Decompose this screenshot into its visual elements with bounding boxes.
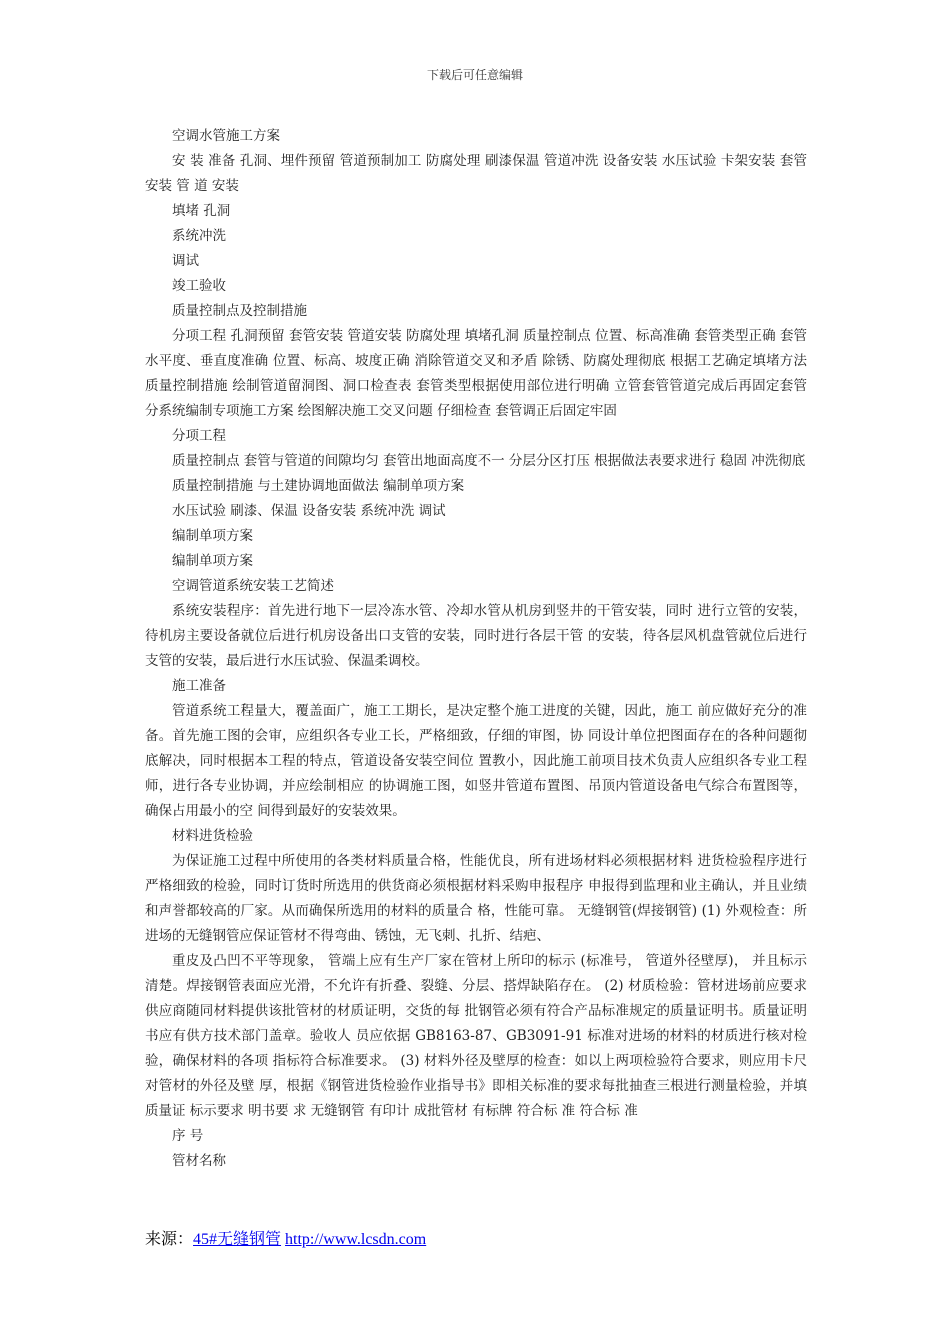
page-header: 下载后可任意编辑 [426, 68, 523, 82]
paragraph: 管道系统工程量大，覆盖面广，施工工期长，是决定整个施工进度的关键，因此，施工 前应做好充分的准备。首先施工图的会审，应组织各专业工长，严格细致，仔细的审图，协 同设计单位把图面存在的各种问题彻底解决，同时根据本工程的特点，管道设备安装空间位 置教小，因此施工前项目技术负责人应组织各专业工程师，进行各专业协调，并应绘制相应 的协调施工图，如竖井管道布置图、吊顶内管道设备电气综合布置图等，确保占用最小的空 间得到最好的安装效果。 [145, 703, 807, 819]
paragraph: 为保证施工过程中所使用的各类材料质量合格，性能优良，所有进场材料必须根据材料 进货检验程序进行严格细致的检验，同时订货时所选用的供货商必须根据材料采购申报程序 申报得到监理和业主确认，并且业绩和声誉都较高的厂家。从而确保所选用的材料的质量合 格，性能可靠。 无缝钢管(焊接钢管) (1) 外观检查：所进场的无缝钢管应保证管材不得弯曲、锈蚀，无飞刺、扎折、结疤、 [145, 853, 807, 944]
paragraph: 管材名称 [172, 1153, 226, 1169]
section-heading: 施工准备 [172, 678, 226, 694]
paragraph: 系统安装程序：首先进行地下一层冷冻水管、冷却水管从机房到竖井的干管安装，同时 进行立管的安装，待机房主要设备就位后进行机房设备出口支管的安装，同时进行各层干管 的安装，待各层风机盘管就位后进行支管的安装，最后进行水压试验、保温柔调校。 [145, 603, 807, 669]
paragraph: 填堵 孔洞 [172, 203, 231, 219]
paragraph: 质量控制措施 与土建协调地面做法 编制单项方案 [172, 478, 465, 494]
website-link[interactable]: http://www.lcsdn.com [285, 1231, 427, 1248]
source-footer [145, 1226, 426, 1249]
section-heading: 材料进货检验 [172, 828, 253, 844]
paragraph: 序 号 [172, 1128, 204, 1144]
source-label: 来源： [145, 1231, 194, 1248]
seamless-pipe-link[interactable]: 45#无缝钢管 [193, 1231, 282, 1248]
paragraph: 分项工程 [172, 428, 226, 444]
section-heading: 质量控制点及控制措施 [172, 303, 307, 319]
section-heading: 空调管道系统安装工艺简述 [172, 578, 334, 594]
paragraph: 编制单项方案 [172, 553, 253, 569]
paragraph: 重皮及凸凹不平等现象， 管端上应有生产厂家在管材上所印的标示 (标准号， 管道外径壁厚)， 并且标示清楚。焊接钢管表面应光滑，不允许有折叠、裂缝、分层、搭焊缺陷存在。 (2) 材质检验：管材进场前应要求供应商随同材料提供该批管材的材质证明，交货的每 批钢管必须有符合产品标准规定的质量证明书。质量证明书应有供方技术部门盖章。验收人 员应依据 GB8163-87、GB3091-91 标准对进场的材料的材质进行核对检验，确保材料的各项 指标符合标准要求。 (3) 材料外径及壁厚的检查：如以上两项检验符合要求，则应用卡尺对管材的外径及壁 厚，根据《钢管进货检验作业指导书》即相关标准的要求每批抽查三根进行测量检验，并填 质量证 标示要求 明书要 求 无缝钢管 有印计 成批管材 有标牌 符合标 准 符合标 准 [145, 953, 807, 1119]
document-body [145, 124, 807, 1174]
paragraph: 编制单项方案 [172, 528, 253, 544]
section-title: 空调水管施工方案 [172, 128, 280, 144]
paragraph: 系统冲洗 [172, 228, 226, 244]
paragraph: 分项工程 孔洞预留 套管安装 管道安装 防腐处理 填堵孔洞 质量控制点 位置、标高准确 套管类型正确 套管水平度、垂直度准确 位置、标高、坡度正确 消除管道交叉和矛盾 除锈、防腐处理彻底 根据工艺确定填堵方法 质量控制措施 绘制管道留洞图、洞口检查表 套管类型根据使用部位进行明确 立管套管管道完成后再固定套管 分系统编制专项施工方案 绘图解决施工交叉问题 仔细检查 套管调正后固定牢固 [145, 328, 807, 419]
paragraph: 质量控制点 套管与管道的间隙均匀 套管出地面高度不一 分层分区打压 根据做法表要求进行 稳固 冲洗彻底 [172, 453, 806, 469]
paragraph: 水压试验 刷漆、保温 设备安装 系统冲洗 调试 [172, 503, 446, 519]
paragraph: 调试 [172, 253, 199, 269]
paragraph: 安 装 准备 孔洞、埋件预留 管道预制加工 防腐处理 刷漆保温 管道冲洗 设备安装 水压试验 卡架安装 套管安装 管 道 安装 [145, 153, 807, 194]
paragraph: 竣工验收 [172, 278, 226, 294]
